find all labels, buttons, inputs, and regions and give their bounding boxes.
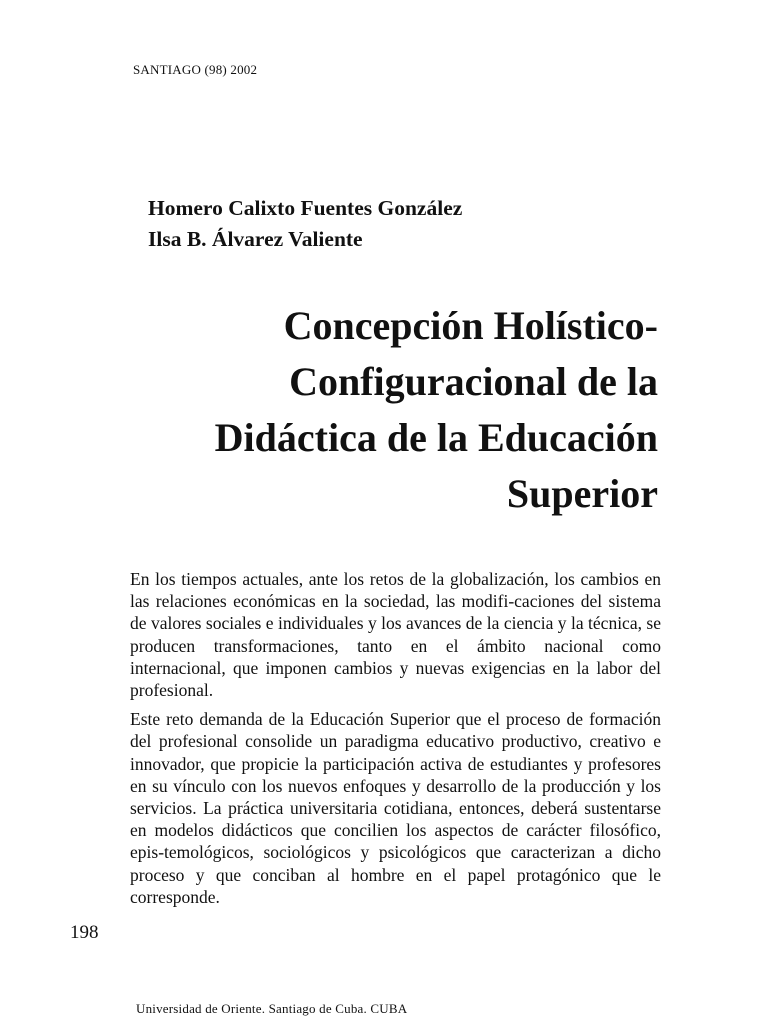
title-line: Concepción Holístico- [283,303,658,348]
body-paragraph: Este reto demanda de la Educación Superior que el proceso de formación del profesional consolide un paradigma educativo productivo, creativo e innovador, que propicie la participación activa de estudiantes y profesores en su vínculo con los nuevos enfoques y desarrollo de la producción y los servicios. La práctica universitaria cotidiana, entonces, deberá sustentarse en modelos didácticos que concilien los aspectos de carácter filosófico, epis-temológicos, sociológicos y psicológicos que caracterizan a dicho proceso y que conciban al hombre en el papel protagónico que le corresponde. [130,709,661,907]
page-number: 198 [70,922,99,943]
title-line: Superior [506,471,658,516]
author-block [148,193,462,255]
article-body [130,568,661,915]
title-line: Didáctica de la Educación [214,415,658,460]
article-title [118,298,658,522]
footer-affiliation: Universidad de Oriente. Santiago de Cuba. CUBA [136,1001,408,1016]
title-line: Configuracional de la [289,359,658,404]
body-paragraph: En los tiempos actuales, ante los retos de la globalización, los cambios en las relaciones económicas en la sociedad, las modifi-caciones del sistema de valores sociales e individuales y los avances de la ciencia y la técnica, se producen transformaciones, tanto en el ámbito nacional como internacional, que imponen cambios y nuevas exigencias en la labor del profesional. [130,569,661,701]
author-name: Homero Calixto Fuentes González [148,196,463,220]
author-name: Ilsa B. Álvarez Valiente [148,227,363,251]
running-header: SANTIAGO (98) 2002 [133,62,258,77]
